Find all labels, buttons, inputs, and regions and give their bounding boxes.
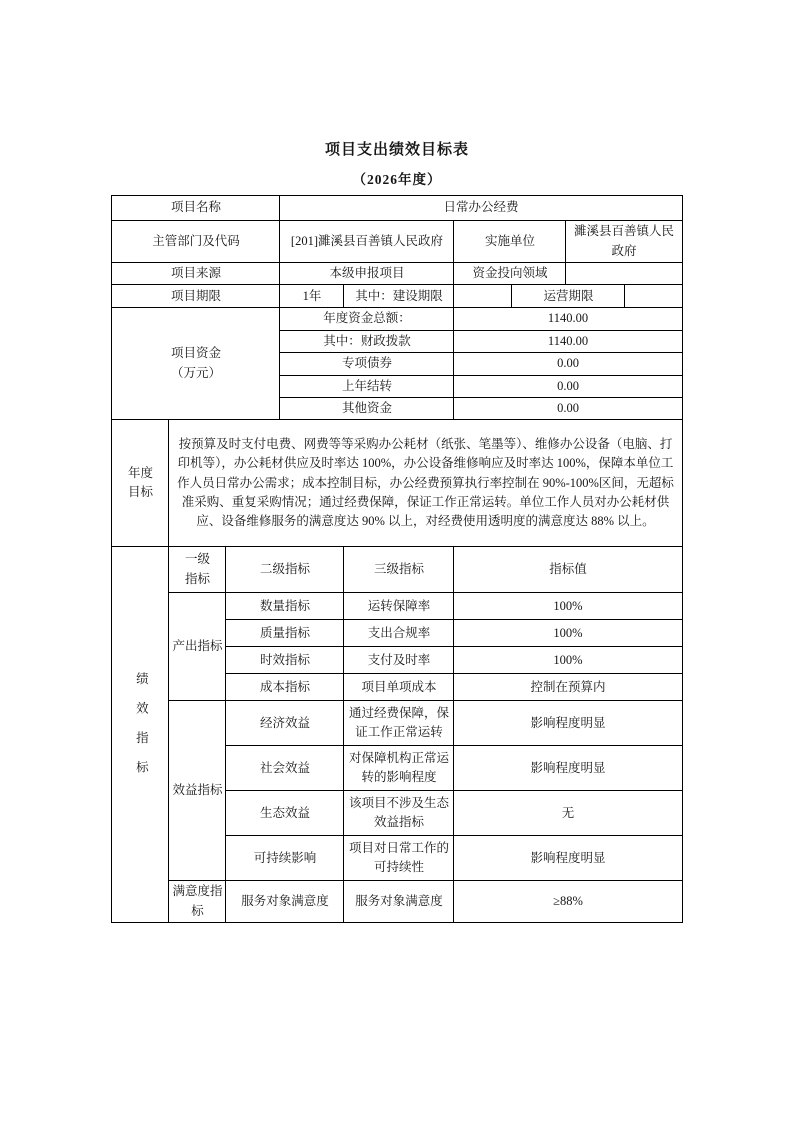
- header-level3: 三级指标: [344, 547, 454, 593]
- benefit-sustainability-value: 影响程度明显: [454, 836, 682, 881]
- annual-goal-label-text: 年度目标: [127, 465, 153, 500]
- header-level1: [169, 547, 226, 593]
- funding-other-value: 0.00: [454, 397, 682, 419]
- output-cost-level3: 项目单项成本: [344, 674, 454, 701]
- source-label: 项目来源: [112, 263, 280, 285]
- funding-bond-label: 专项债券: [280, 353, 454, 375]
- funding-fiscal-label: 其中：财政拨款: [280, 330, 454, 352]
- fund-field-label: 资金投向领域: [454, 263, 566, 285]
- indicator-section-label: [112, 547, 169, 923]
- benefit-social-level2: 社会效益: [226, 746, 344, 791]
- funding-section-label: [112, 308, 280, 420]
- funding-carryover-value: 0.00: [454, 375, 682, 397]
- construction-period-value: [454, 285, 512, 308]
- funding-bond-value: 0.00: [454, 353, 682, 375]
- row-source: [112, 263, 682, 285]
- indicator-section-label-text: 绩效指标: [134, 672, 149, 791]
- source-value: 本级申报项目: [280, 263, 454, 285]
- document-title: 项目支出绩效目标表: [324, 142, 469, 158]
- benefit-economic-value: 影响程度明显: [454, 701, 682, 746]
- satisfaction-level3: 服务对象满意度: [344, 881, 454, 923]
- satisfaction-level2: 服务对象满意度: [226, 881, 344, 923]
- fund-field-value: [566, 263, 682, 285]
- benefit-social-value: 影响程度明显: [454, 746, 682, 791]
- benefit-sustainability-level2: 可持续影响: [226, 836, 344, 881]
- row-benefit-economic: [112, 701, 682, 746]
- output-quality-level3: 支出合规率: [344, 620, 454, 647]
- funding-label-line2: （万元）: [170, 365, 221, 380]
- output-timeliness-level2: 时效指标: [226, 647, 344, 674]
- funding-label-line1: 项目资金: [170, 346, 221, 361]
- benefit-ecological-value: 无: [454, 791, 682, 836]
- annual-goal-text: 按预算及时支付电费、网费等等采购办公耗材（纸张、笔墨等）、维修办公设备（电脑、打印机等），办公耗材供应及时率达 100%，办公设备维修响应及时率达 100%，保障本单位工作人员日常办公需求；成本控制目标，办公经费预算执行率控制在 90%-100%区间，无超标准采购、重复采购情况；通过经费保障，保证工作正常运转。单位工作人员对办公耗材供应、设备维修服务的满意度达 90% 以上，对经费使用透明度的满意度达 88% 以上。: [169, 420, 682, 547]
- output-quality-level2: 质量指标: [226, 620, 344, 647]
- header-level1-text: 一级指标: [184, 552, 210, 586]
- output-group-label: 产出指标: [169, 593, 226, 701]
- benefit-group-label: 效益指标: [169, 701, 226, 881]
- row-department: [112, 221, 682, 263]
- satisfaction-group-label: 满意度指标: [169, 881, 226, 923]
- funding-carryover-label: 上年结转: [280, 375, 454, 397]
- department-label: 主管部门及代码: [112, 221, 280, 263]
- department-value: [201]濉溪县百善镇人民政府: [280, 221, 454, 263]
- benefit-ecological-level2: 生态效益: [226, 791, 344, 836]
- output-quality-value: 100%: [454, 620, 682, 647]
- funding-total-value: 1140.00: [454, 308, 682, 330]
- document-subtitle: （2026年度）: [352, 172, 442, 187]
- construction-period-label: 其中：建设期限: [344, 285, 454, 308]
- funding-other-label: 其他资金: [280, 397, 454, 419]
- output-cost-level2: 成本指标: [226, 674, 344, 701]
- performance-target-table: [111, 195, 682, 923]
- benefit-economic-level3: 通过经费保障，保证工作正常运转: [344, 701, 454, 746]
- period-label: 项目期限: [112, 285, 280, 308]
- row-annual-goal: [112, 420, 682, 547]
- period-value: 1年: [280, 285, 344, 308]
- operation-period-value: [625, 285, 682, 308]
- row-output-quantity: [112, 593, 682, 620]
- project-name-value: 日常办公经费: [280, 196, 682, 221]
- impl-unit-label: 实施单位: [454, 221, 566, 263]
- row-satisfaction: [112, 881, 682, 923]
- benefit-sustainability-level3: 项目对日常工作的可持续性: [344, 836, 454, 881]
- output-timeliness-value: 100%: [454, 647, 682, 674]
- header-value: 指标值: [454, 547, 682, 593]
- project-name-label: 项目名称: [112, 196, 280, 221]
- operation-period-label: 运营期限: [512, 285, 625, 308]
- funding-fiscal-value: 1140.00: [454, 330, 682, 352]
- output-timeliness-level3: 支付及时率: [344, 647, 454, 674]
- row-funding-total: [112, 308, 682, 330]
- annual-goal-label: [112, 420, 169, 547]
- row-period: [112, 285, 682, 308]
- benefit-ecological-level3: 该项目不涉及生态效益指标: [344, 791, 454, 836]
- output-quantity-value: 100%: [454, 593, 682, 620]
- row-project-name: [112, 196, 682, 221]
- output-quantity-level2: 数量指标: [226, 593, 344, 620]
- satisfaction-value: ≥88%: [454, 881, 682, 923]
- row-indicator-header: [112, 547, 682, 593]
- funding-total-label: 年度资金总额：: [280, 308, 454, 330]
- output-cost-value: 控制在预算内: [454, 674, 682, 701]
- header-level2: 二级指标: [226, 547, 344, 593]
- output-quantity-level3: 运转保障率: [344, 593, 454, 620]
- benefit-social-level3: 对保障机构正常运转的影响程度: [344, 746, 454, 791]
- benefit-economic-level2: 经济效益: [226, 701, 344, 746]
- impl-unit-value: 濉溪县百善镇人民政府: [566, 221, 682, 263]
